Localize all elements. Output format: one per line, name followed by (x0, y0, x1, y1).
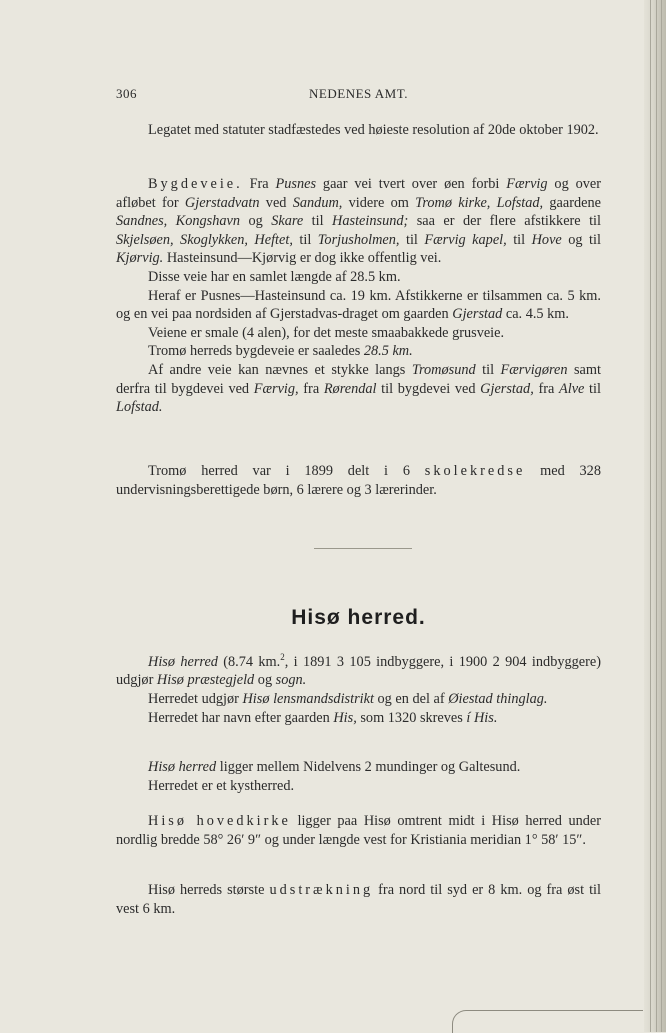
paragraph-kirke: Hisø hovedkirke ligger paa Hisø omtrent midt i Hisø herred under nordlig bredde 58° 26′ 9″ og under længde vest for Kristiania meridian 1° 58′ 15″. (116, 813, 601, 848)
paragraph-skole: Tromø herred var i 1899 delt i 6 skolekredse med 328 undervisningsberettigede børn, 6 lærere og 3 lærerinder. (116, 463, 601, 498)
paragraph-smale: Veiene er smale (4 alen), for det meste smaabakkede grusveie. (148, 324, 505, 341)
paragraph-bygdeveie: Bygdeveie. Fra Pusnes gaar vei tvert over øen forbi Færvig og over afløbet for Gjerstadvatn ved Sandum, videre om Tromø kirke, Lofstad, gaardene Sandnes, Kongshavn og Skare til Hasteinsund; saa er der flere afstikkere til Skjelsøen, Skoglykken, Heftet, til Torjusholmen, til Færvig kapel, til Hove og til Kjørvig. Hasteinsund—Kjørvig er dog ikke offentlig vei. (116, 176, 602, 267)
paragraph-length: Disse veie har en samlet længde af 28.5 km. (148, 268, 401, 285)
paragraph-herredet-1: Herredet udgjør Hisø lensmandsdistrikt og en del af Øiestad thinglag. (148, 690, 548, 707)
page-number: 306 (116, 86, 137, 101)
paragraph-herredet-2: Herredet har navn efter gaarden His, som 1320 skreves í His. (148, 709, 498, 726)
paragraph-tromo: Tromø herreds bygdeveie er saaledes 28.5 km. (148, 343, 413, 360)
section-divider (314, 548, 412, 549)
paragraph-ligger-block (116, 758, 601, 795)
paragraph-andre: Af andre veie kan nævnes et stykke langs Tromøsund til Færvigøren samt derfra til bygdevei ved Færvig, fra Rørendal til bygdevei ved Gjerstad, fra Alve til Lofstad. (116, 361, 601, 416)
running-title: NEDENES AMT. (309, 86, 408, 101)
paragraph-skole-block (116, 462, 601, 499)
page-header (116, 86, 601, 104)
paragraph-bygdeveie-block (116, 175, 601, 417)
paragraph-ligger: Hisø herred ligger mellem Nidelvens 2 mundinger og Galtesund. (148, 759, 521, 775)
section-heading: Hisø herred. (291, 606, 426, 629)
paragraph-heraf: Heraf er Pusnes—Hasteinsund ca. 19 km. Afstikkerne er tilsammen ca. 5 km. og en vei paa nordsiden af Gjerstadvas-draget om gaarden Gjerstad ca. 4.5 km. (116, 287, 601, 323)
paragraph-udstr: Hisø herreds største udstrækning fra nord til syd er 8 km. og fra øst til vest 6 km. (116, 882, 601, 917)
paragraph-kirke-block (116, 812, 601, 849)
paragraph-legat: Legatet med statuter stadfæstedes ved høieste resolution af 20de oktober 1902. (148, 122, 599, 138)
paragraph-udstr-block (116, 881, 601, 918)
bottom-corner-mark (452, 1010, 643, 1033)
paragraph-hiso-intro: Hisø herred (8.74 km.$^2$, i 1891 3 105 indbyggere, i 1900 2 904 indbyggere) udgjør Hisø præstegjeld og sogn. (116, 652, 601, 689)
paragraph-kyst: Herredet er et kystherred. (148, 777, 295, 794)
page-edge (644, 0, 666, 1032)
paragraph-hiso-intro-block (116, 648, 601, 727)
